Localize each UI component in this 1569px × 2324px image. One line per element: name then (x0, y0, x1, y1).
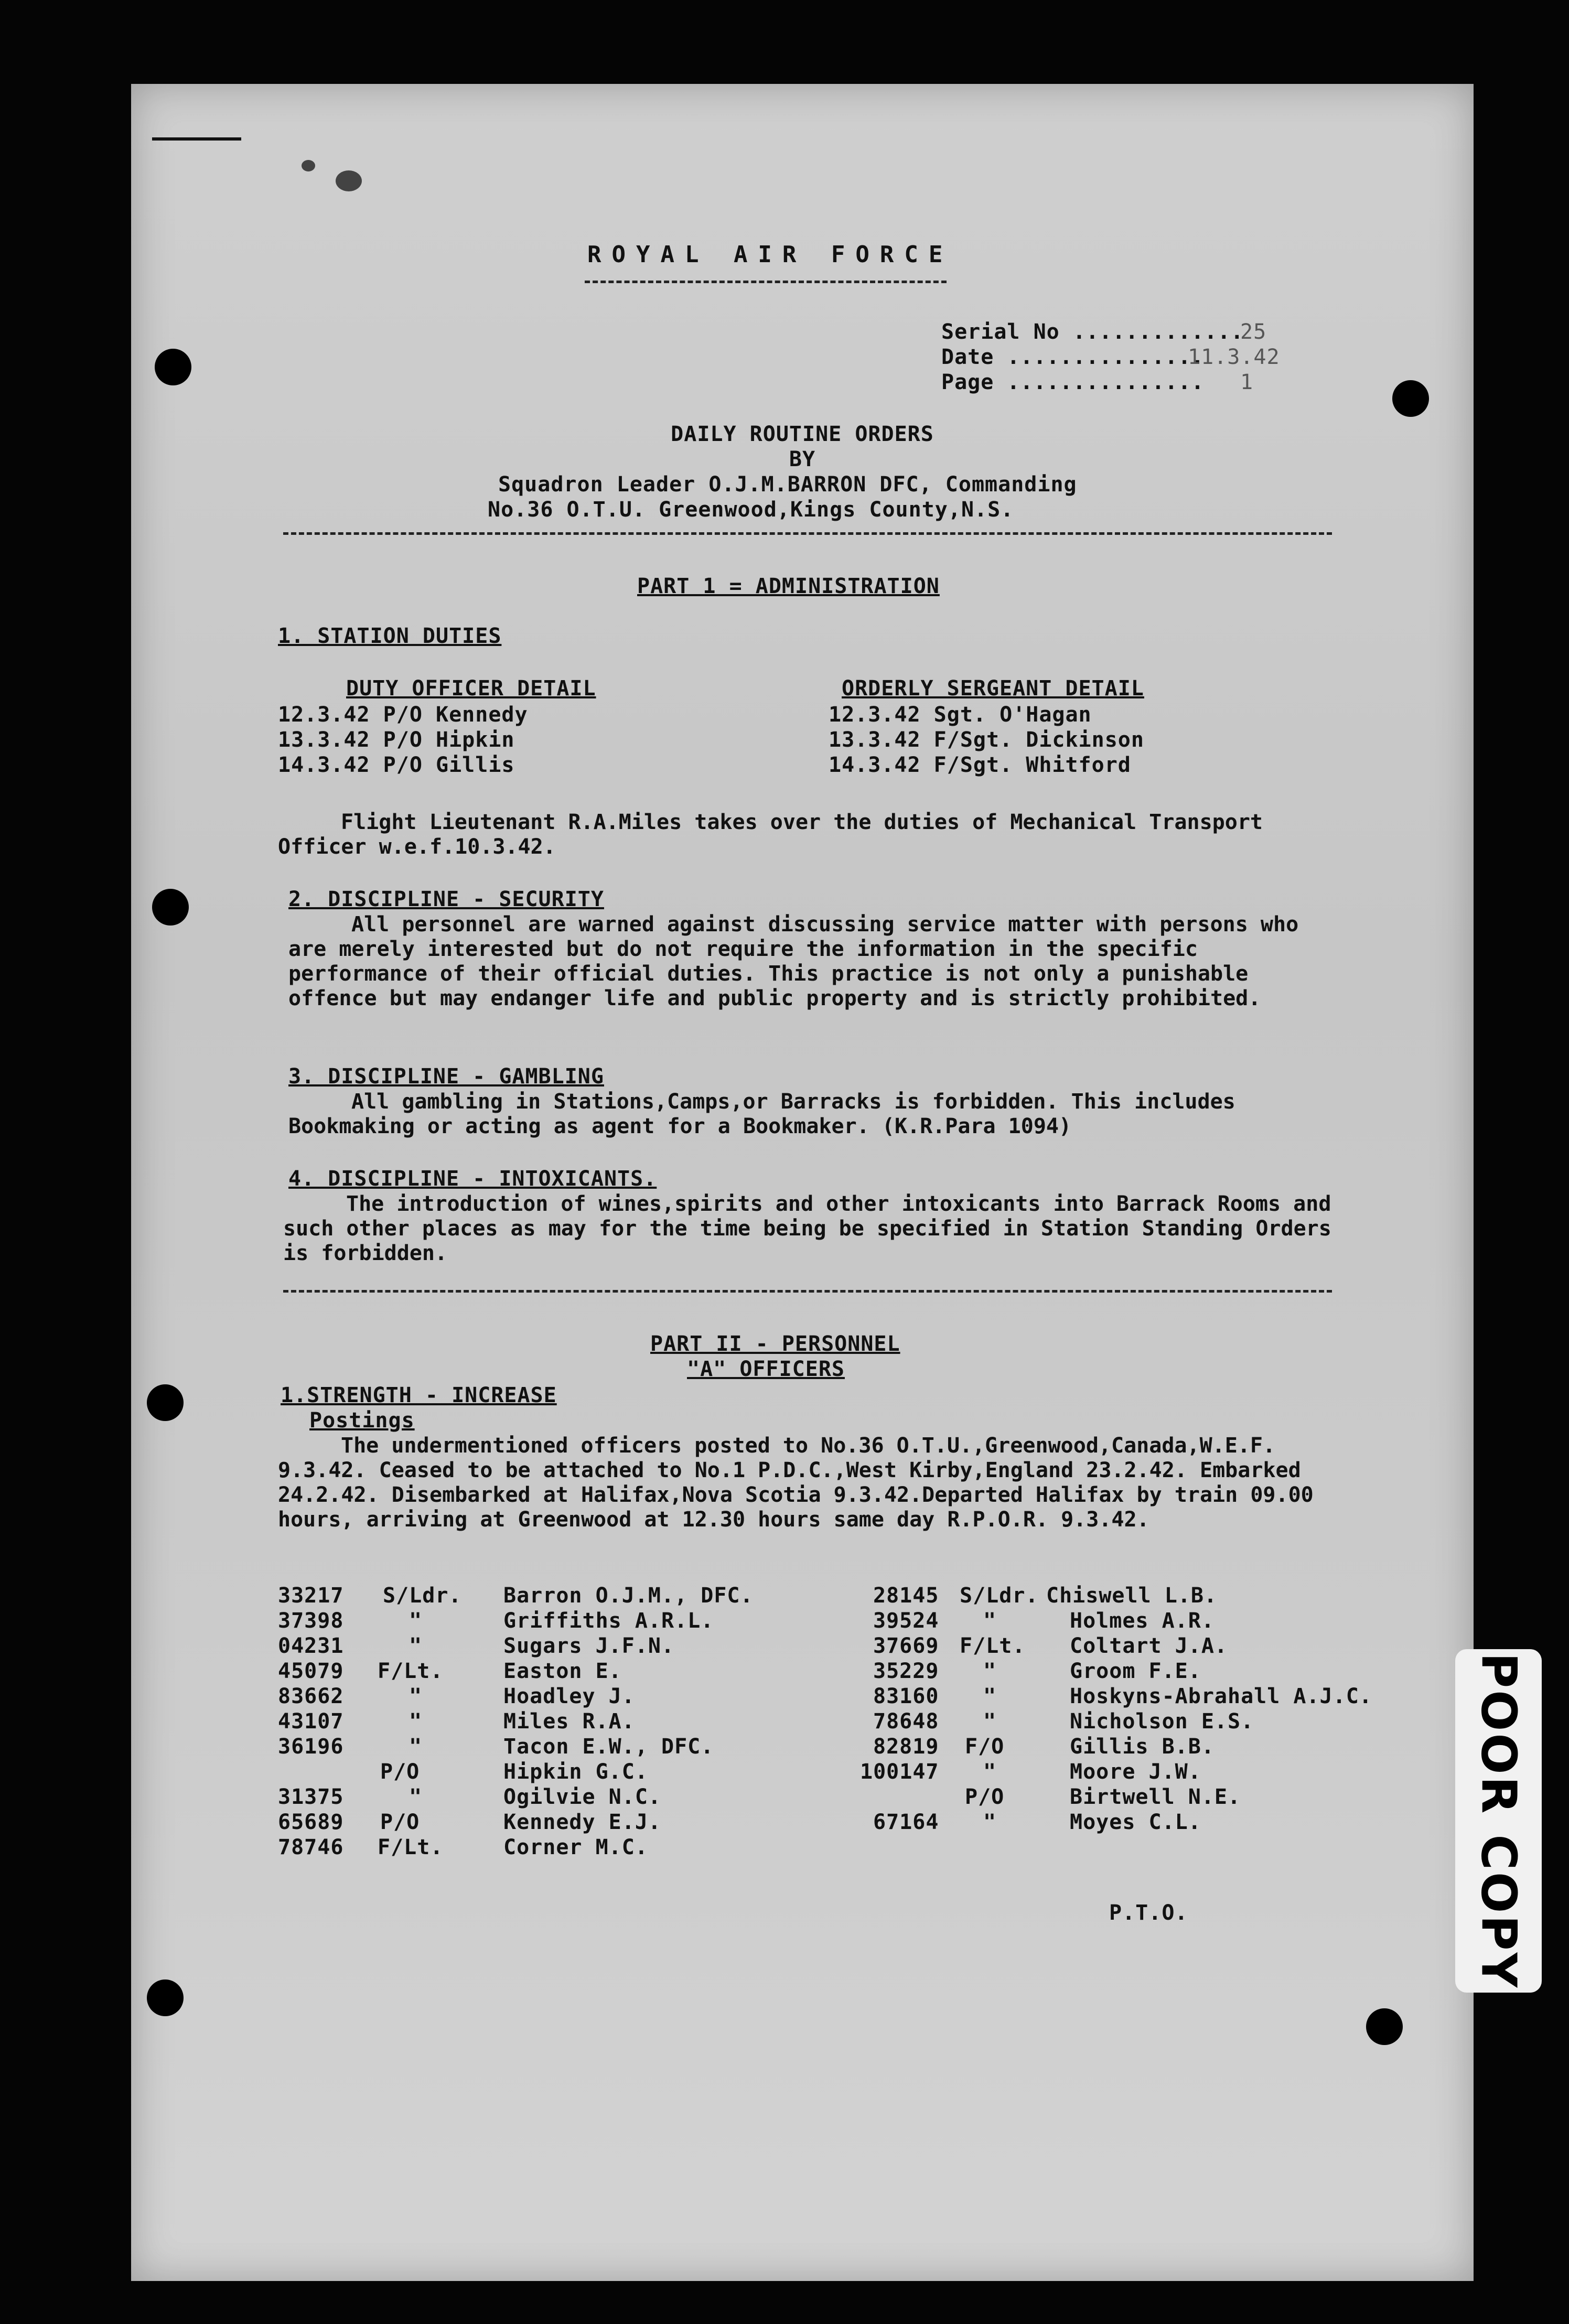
orderly-sergeant-row: 13.3.42 F/Sgt. Dickinson (829, 728, 1144, 752)
orderly-sergeant-heading: ORDERLY SERGEANT DETAIL (842, 676, 1144, 701)
officer-number: 78648 (873, 1709, 939, 1734)
officer-rank: P/O (380, 1760, 420, 1784)
officer-rank: S/Ldr. (383, 1584, 462, 1608)
serial-label: Serial No ............. (941, 320, 1244, 344)
officer-rank: " (409, 1634, 423, 1658)
officer-name: Chiswell L.B. (1046, 1584, 1218, 1608)
part1-heading: PART 1 = ADMINISTRATION (637, 574, 940, 598)
document-title: ROYAL AIR FORCE (587, 241, 953, 268)
officer-name: Barron O.J.M., DFC. (503, 1584, 754, 1608)
punch-hole (1392, 380, 1429, 417)
officer-number: 33217 (278, 1584, 344, 1608)
officer-rank: F/Lt. (378, 1659, 444, 1683)
date-label: Date ............... (941, 345, 1205, 369)
header-rule (283, 532, 1332, 535)
officer-rank: F/O (965, 1735, 1005, 1759)
security-text: All personnel are warned against discussing service matter with persons who are merely interested but do not require the information in the specific performance of their official duties. This practice is not only a punishable offence but may endanger life and public property and is strictly prohibited. (288, 912, 1299, 1010)
poor-copy-stamp (1455, 1649, 1542, 1993)
orders-by: BY (789, 447, 816, 471)
officer-rank: F/Lt. (960, 1634, 1026, 1658)
officer-rank: " (409, 1735, 423, 1759)
pencil-mark (152, 137, 241, 141)
ink-stain (336, 170, 362, 191)
punch-hole (152, 889, 189, 926)
punch-hole (147, 1979, 184, 2016)
date-value: 11.3.42 (1188, 345, 1280, 369)
officer-rank: " (983, 1810, 997, 1834)
officer-number: 82819 (873, 1735, 939, 1759)
officer-rank: " (983, 1659, 997, 1683)
officer-name: Birtwell N.E. (1070, 1785, 1241, 1809)
officer-name: Griffiths A.R.L. (503, 1609, 714, 1633)
officer-name: Kennedy E.J. (503, 1810, 661, 1834)
officer-name: Hoskyns-Abrahall A.J.C. (1070, 1684, 1372, 1708)
security-heading: 2. DISCIPLINE - SECURITY (288, 887, 604, 911)
page-value: 1 (1240, 370, 1254, 394)
intoxicants-heading: 4. DISCIPLINE - INTOXICANTS. (288, 1167, 657, 1191)
officer-number: 37398 (278, 1609, 344, 1633)
officer-rank: S/Ldr. (960, 1584, 1039, 1608)
orderly-sergeant-row: 12.3.42 Sgt. O'Hagan (829, 703, 1092, 727)
duty-officer-row: 13.3.42 P/O Hipkin (278, 728, 515, 752)
officer-number: 28145 (873, 1584, 939, 1608)
officer-name: Miles R.A. (503, 1709, 635, 1734)
punch-hole (155, 349, 191, 385)
gambling-text: All gambling in Stations,Camps,or Barracks is forbidden. This includes Bookmaking or acting as agent for a Bookmaker. (K.R.Para 1094) (288, 1090, 1235, 1138)
officer-number: 31375 (278, 1785, 344, 1809)
officer-number: 78746 (278, 1835, 344, 1859)
officer-number: 37669 (873, 1634, 939, 1658)
postings-text: The undermentioned officers posted to No.36 O.T.U.,Greenwood,Canada,W.E.F. 9.3.42. Ceased to be attached to No.1 P.D.C.,West Kirby,England 23.2.42. Embarked 24.2.42. Disembarked at Halifax,Nova Scotia 9.3.42.Departed Halifax by train 09.00 hours, arriving at Greenwood at 12.30 hours same day R.P.O.R. 9.3.42. (278, 1434, 1314, 1532)
officer-name: Corner M.C. (503, 1835, 648, 1859)
ink-stain (302, 160, 315, 171)
orders-title: DAILY ROUTINE ORDERS (671, 422, 934, 446)
part2-heading: PART II - PERSONNEL (650, 1332, 900, 1356)
part2-subheading: "A" OFFICERS (687, 1357, 845, 1381)
officer-number: 45079 (278, 1659, 344, 1683)
officer-name: Nicholson E.S. (1070, 1709, 1254, 1734)
officer-number: 65689 (278, 1810, 344, 1834)
strength-heading: 1.STRENGTH - INCREASE (281, 1383, 557, 1407)
officer-number: 83662 (278, 1684, 344, 1708)
officer-name: Groom F.E. (1070, 1659, 1201, 1683)
poor-copy-text: POOR COPY (1470, 1652, 1527, 1989)
officer-rank: " (409, 1609, 423, 1633)
punch-hole (1366, 2008, 1403, 2045)
officer-rank: P/O (965, 1785, 1005, 1809)
please-turn-over: P.T.O. (1109, 1901, 1188, 1925)
officer-name: Hoadley J. (503, 1684, 635, 1708)
officer-name: Holmes A.R. (1070, 1609, 1215, 1633)
unit-name: No.36 O.T.U. Greenwood,Kings County,N.S. (488, 498, 1014, 522)
station-duties-note: Flight Lieutenant R.A.Miles takes over the duties of Mechanical Transport Officer w.e.f.10.3.42. (278, 810, 1263, 859)
orderly-sergeant-row: 14.3.42 F/Sgt. Whitford (829, 753, 1131, 777)
officer-name: Sugars J.F.N. (503, 1634, 675, 1658)
officer-name: Easton E. (503, 1659, 622, 1683)
postings-heading: Postings (309, 1408, 415, 1433)
officer-number: 67164 (873, 1810, 939, 1834)
officer-rank: " (409, 1709, 423, 1734)
officer-number: 39524 (873, 1609, 939, 1633)
officer-number: 83160 (873, 1684, 939, 1708)
officer-number: 35229 (873, 1659, 939, 1683)
document-sheet (131, 84, 1474, 2281)
officer-rank: " (409, 1684, 423, 1708)
duty-officer-heading: DUTY OFFICER DETAIL (346, 676, 596, 701)
officer-name: Ogilvie N.C. (503, 1785, 661, 1809)
duty-officer-row: 12.3.42 P/O Kennedy (278, 703, 528, 727)
officer-name: Tacon E.W., DFC. (503, 1735, 714, 1759)
officer-number: 100147 (860, 1760, 939, 1784)
officer-rank: " (983, 1760, 997, 1784)
officer-name: Moore J.W. (1070, 1760, 1201, 1784)
officer-rank: F/Lt. (378, 1835, 444, 1859)
part1-rule (283, 1290, 1332, 1293)
officer-rank: P/O (380, 1810, 420, 1834)
gambling-heading: 3. DISCIPLINE - GAMBLING (288, 1064, 604, 1089)
station-duties-heading: 1. STATION DUTIES (278, 624, 502, 648)
intoxicants-text: The introduction of wines,spirits and other intoxicants into Barrack Rooms and such other places as may for the time being be specified in Station Standing Orders is forbidden. (283, 1192, 1331, 1265)
punch-hole (147, 1384, 184, 1421)
officer-rank: " (409, 1785, 423, 1809)
officer-number: 43107 (278, 1709, 344, 1734)
officer-rank: " (983, 1609, 997, 1633)
serial-value: 25 (1240, 320, 1267, 344)
commanding-officer: Squadron Leader O.J.M.BARRON DFC, Commanding (498, 472, 1077, 497)
officer-name: Gillis B.B. (1070, 1735, 1215, 1759)
title-underline (585, 281, 947, 283)
officer-rank: " (983, 1709, 997, 1734)
officer-name: Coltart J.A. (1070, 1634, 1228, 1658)
officer-number: 04231 (278, 1634, 344, 1658)
officer-number: 36196 (278, 1735, 344, 1759)
page-label: Page ............... (941, 370, 1205, 394)
duty-officer-row: 14.3.42 P/O Gillis (278, 753, 515, 777)
officer-rank: " (983, 1684, 997, 1708)
officer-name: Moyes C.L. (1070, 1810, 1201, 1834)
officer-name: Hipkin G.C. (503, 1760, 648, 1784)
